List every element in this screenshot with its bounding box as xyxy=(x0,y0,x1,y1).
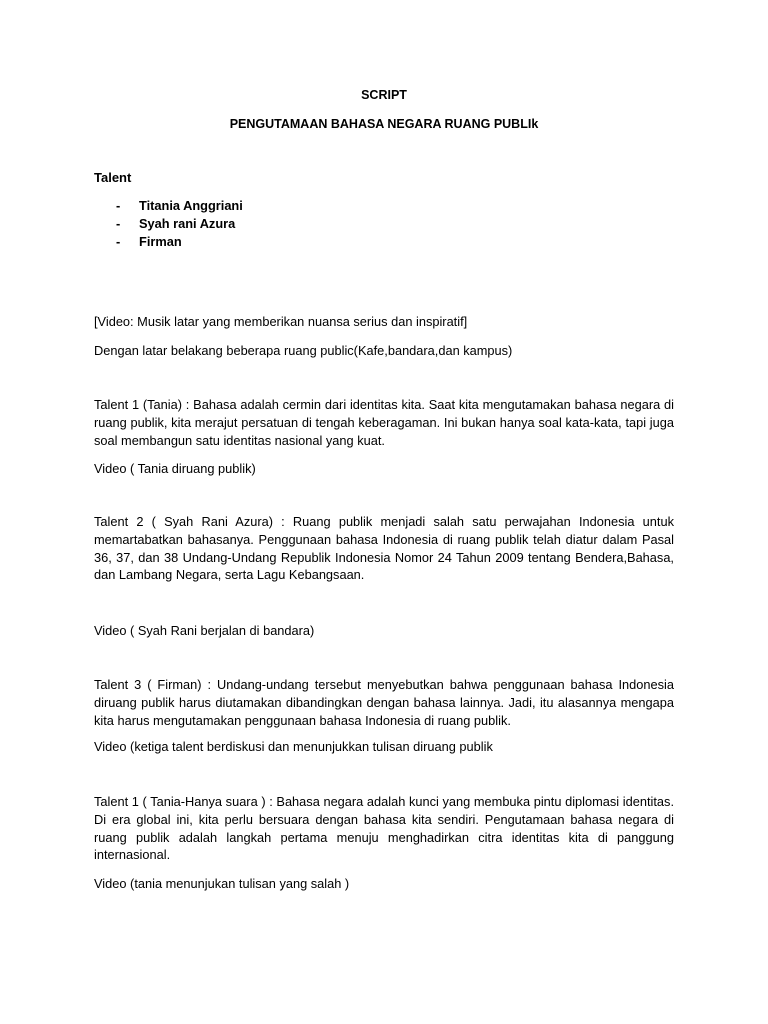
video-intro-line: [Video: Musik latar yang memberikan nuansa serius dan inspiratif] xyxy=(94,314,468,329)
talent-list xyxy=(0,197,768,251)
list-dash: - xyxy=(116,198,121,213)
video2-line: Video ( Syah Rani berjalan di bandara) xyxy=(94,623,315,638)
video1-line: Video ( Tania diruang publik) xyxy=(94,461,256,476)
talent1-voice-paragraph: Talent 1 ( Tania-Hanya suara ) : Bahasa negara adalah kunci yang membuka pintu diplomasi identitas. Di era global ini, kita perlu bersuara dengan bahasa kita sendiri. Pengutamaan bahasa negara di ruang publik adalah langkah pertama menuju menghadirkan citra identitas kita di panggung internasional. xyxy=(94,794,674,863)
video3-line: Video (ketiga talent berdiskusi dan menunjukkan tulisan diruang publik xyxy=(94,739,493,754)
talent-heading: Talent xyxy=(94,170,132,185)
talent-name: Syah rani Azura xyxy=(139,216,236,231)
talent3-paragraph: Talent 3 ( Firman) : Undang-undang tersebut menyebutkan bahwa penggunaan bahasa Indonesia diruang publik harus diutamakan dibandingkan dengan bahasa lainnya. Jadi, itu alasannya mengapa kita harus mengutamakan penggunaan bahasa Indonesia di ruang publik. xyxy=(94,677,674,728)
talent2-paragraph: Talent 2 ( Syah Rani Azura) : Ruang publik menjadi salah satu perwajahan Indonesia untuk memartabatkan bahasanya. Penggunaan bahasa Indonesia di ruang publik telah diatur dalam Pasal 36, 37, dan 38 Undang-Undang Republik Indonesia Nomor 24 Tahun 2009 tentang Bendera,Bahasa, dan Lambang Negara, serta Lagu Kebangsaan. xyxy=(94,514,674,583)
video4-line: Video (tania menunjukan tulisan yang salah ) xyxy=(94,876,350,891)
document-title: SCRIPT xyxy=(361,88,407,102)
talent1-paragraph: Talent 1 (Tania) : Bahasa adalah cermin dari identitas kita. Saat kita mengutamakan bahasa negara di ruang publik, kita merajut persatuan di tengah keberagaman. Ini bukan hanya soal kata-kata, tapi juga soal membangun satu identitas nasional yang kuat. xyxy=(94,397,674,448)
list-item xyxy=(0,197,768,215)
list-dash: - xyxy=(116,234,121,249)
background-line: Dengan latar belakang beberapa ruang public(Kafe,bandara,dan kampus) xyxy=(94,343,513,358)
document-subtitle: PENGUTAMAAN BAHASA NEGARA RUANG PUBLIk xyxy=(229,117,539,131)
talent-name: Titania Anggriani xyxy=(139,198,243,213)
list-dash: - xyxy=(116,216,121,231)
list-item xyxy=(0,215,768,233)
talent-name: Firman xyxy=(139,234,182,249)
list-item xyxy=(0,233,768,251)
